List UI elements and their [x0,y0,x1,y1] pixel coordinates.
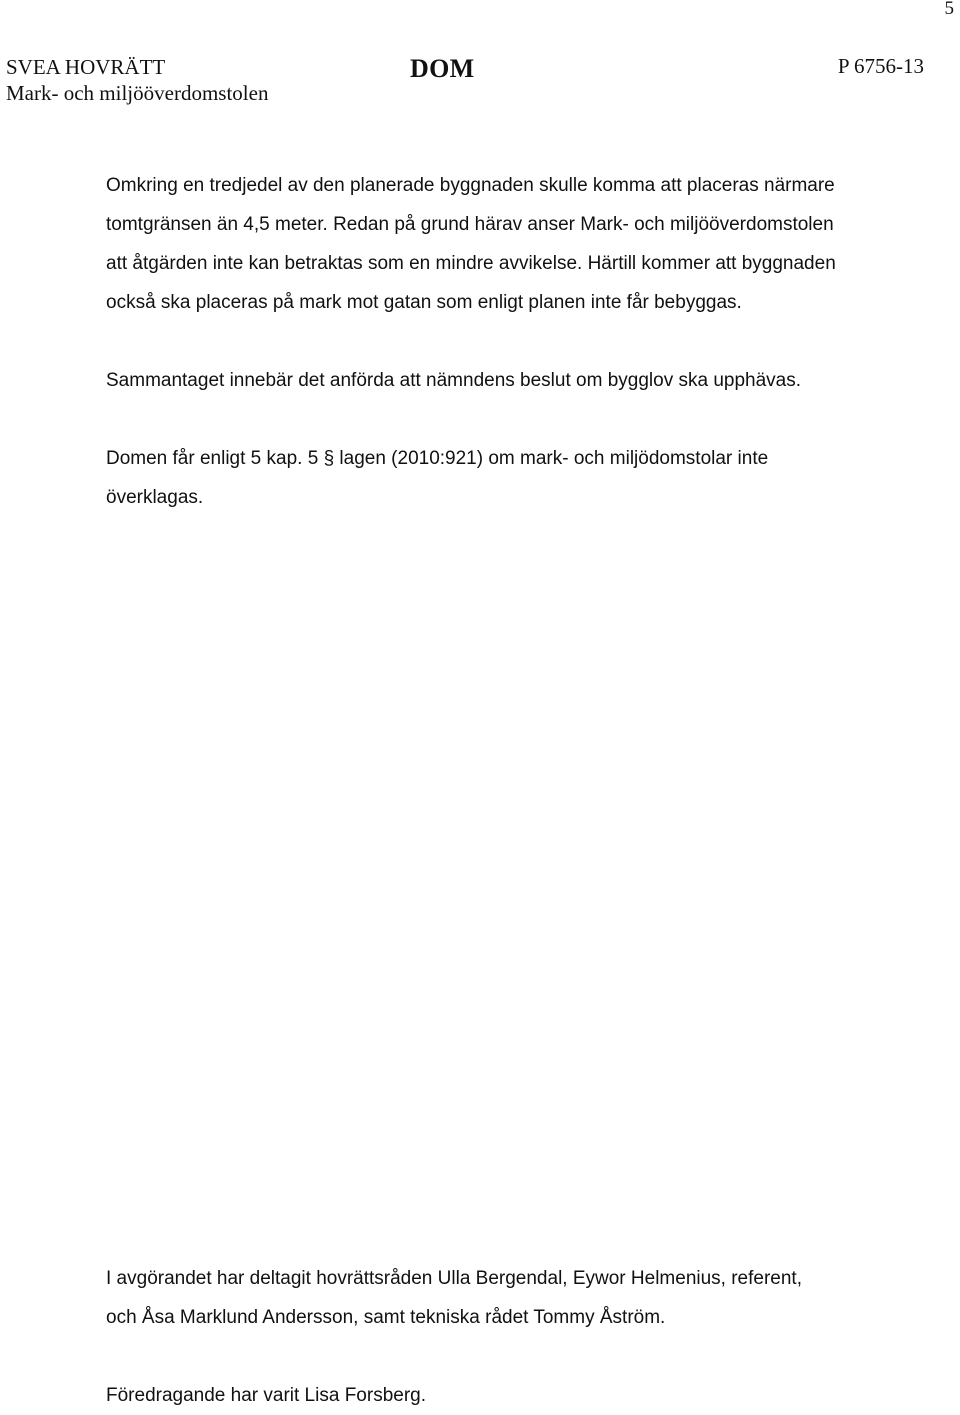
court-division: Mark- och miljööverdomstolen [6,81,269,105]
paragraph-line: tomtgränsen än 4,5 meter. Redan på grund härav anser Mark- och miljööverdomstolen [106,214,834,235]
document-body [106,166,906,517]
page-number: 5 [944,0,954,19]
paragraph-line: överklagas. [106,487,204,508]
paragraph-line: Omkring en tredjedel av den planerade byggnaden skulle komma att placeras närmare [106,175,835,196]
paragraph-line: Sammantaget innebär det anförda att nämndens beslut om bygglov ska upphävas. [106,370,801,391]
paragraph-gap [106,1337,906,1376]
paragraph-gap [106,322,906,361]
participants-line: och Åsa Marklund Andersson, samt tekniska rådet Tommy Åström. [106,1307,666,1328]
document-header [6,54,924,110]
court-name: SVEA HOVRÄTT [6,55,166,79]
document-footer [106,1259,906,1415]
paragraph-line: Domen får enligt 5 kap. 5 § lagen (2010:921) om mark- och miljödomstolar inte [106,448,769,469]
court-block [6,54,268,106]
paragraph-gap [106,400,906,439]
case-number: P 6756-13 [837,54,924,78]
participants-line: I avgörandet har deltagit hovrättsråden Ulla Bergendal, Eywor Helmenius, referent, [106,1268,802,1289]
paragraph-line: att åtgärden inte kan betraktas som en mindre avvikelse. Härtill kommer att byggnaden [106,253,836,274]
document-type: DOM [410,54,475,83]
paragraph-line: också ska placeras på mark mot gatan som enligt planen inte får bebyggas. [106,292,742,313]
rapporteur-line: Föredragande har varit Lisa Forsberg. [106,1385,426,1406]
